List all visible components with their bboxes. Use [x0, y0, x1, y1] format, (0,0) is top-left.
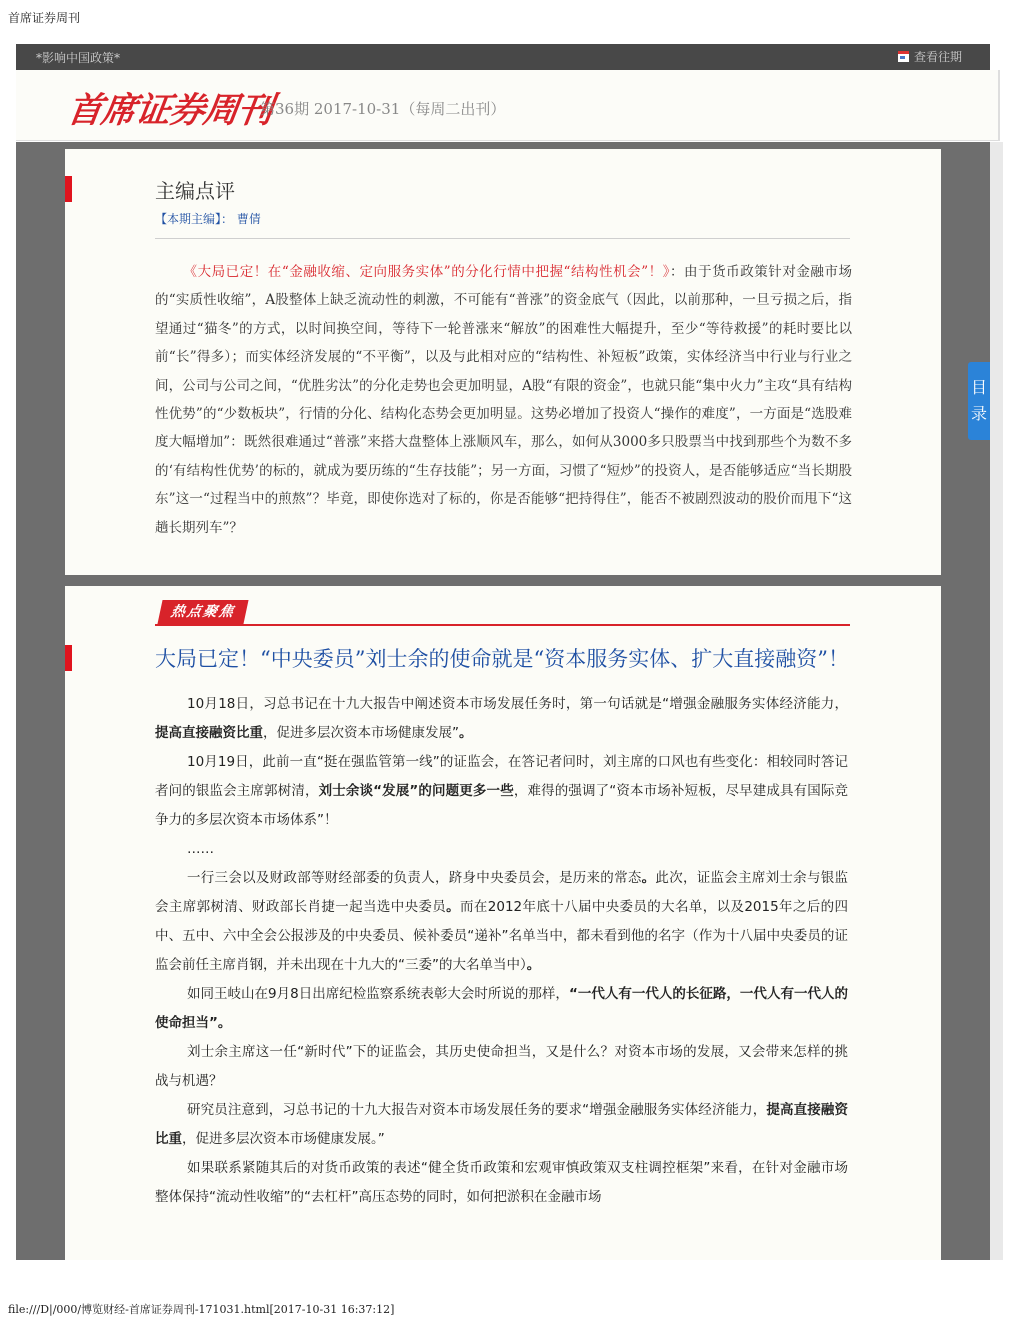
review-text: ：由于货币政策针对金融市场的“实质性收缩”，A股整体上缺乏流动性的刺激，不可能有“普涨”的资金底气（因此，以前那种，一旦亏损之后，指望通过“猫冬”的方式，以时间换空间，等待下一轮普涨来“解放”的困难性大幅提升，至少“等待救援”的耗时要比以前“长”得多）；而实体经济发展的“不平衡”，以及与此相对应的“结构性、补短板”政策，实体经济当中行业与行业之间，公司与公司之间，“优胜劣汰”的分化走势也会更加明显，A股“有限的资金”，也就只能“集中火力”主攻“具有结构性优势”的“少数板块”，行情的分化、结构化态势会更加明显。这势必增加了投资人“操作的难度”，一方面是“选股难度大幅增加”：既然很难通过“普涨”来搭大盘整体上涨顺风车，那么，如何从3000多只股票当中找到那些个为数不多的‘有结构性优势’的标的，就成为要历练的“生存技能”；另一方面，习惯了“短炒”的投资人，是否能够适应“当长期股东”这一“过程当中的煎熬”？毕竟，即使你选对了标的，你是否能够“把持得住”，能否不被剧烈波动的股价而甩下“这趟长期列车”？	[155, 264, 852, 536]
paragraph: 如同王岐山在9月8日出席纪检监察系统表彰大会时所说的那样，“一代人有一代人的长征路，一代人有一代人的使命担当”。	[155, 986, 848, 1031]
red-rule	[155, 624, 850, 626]
paragraph: 一行三会以及财政部等财经部委的负责人，跻身中央委员会，是历来的常态。此次，证监会主席刘士余与银监会主席郭树清、财政部长肖捷一起当选中央委员。而在2012年底十八届中央委员的大名单，以及2015年之后的四中、五中、六中全会公报涉及的中央委员、候补委员“递补”名单当中，都未看到他的名字（作为十八届中央委员的证监会前任主席肖钢，并未出现在十九大的“三委”的大名单当中）。	[155, 870, 849, 973]
print-footer-path: file:///D|/000/博览财经-首席证券周刊-171031.html[2017-10-31 16:37:12]	[8, 1303, 395, 1316]
toc-char: 录	[970, 404, 987, 423]
slogan: *影响中国政策*	[36, 51, 121, 65]
editor-line	[155, 210, 261, 227]
editor-name[interactable]: 曹倩	[236, 212, 261, 226]
paragraph: ……	[187, 841, 214, 857]
article-headline[interactable]: 大局已定！“中央委员”刘士余的使命就是“资本服务实体、扩大直接融资”！	[155, 647, 849, 671]
paragraph: 10月18日，习总书记在十九大报告中阐述资本市场发展任务时，第一句话就是“增强金融服务实体经济能力，提高直接融资比重，促进多层次资本市场健康发展”。	[155, 696, 848, 741]
top-bar	[16, 44, 990, 70]
print-header-title: 首席证券周刊	[8, 11, 81, 25]
toc-tab[interactable]	[968, 362, 990, 440]
section-title: 主编点评	[155, 179, 235, 203]
editor-label: 【本期主编】：	[155, 212, 234, 226]
article-body	[155, 690, 848, 1212]
issue-info: 第36期 2017-10-31（每周二出刊）	[260, 100, 506, 118]
logo[interactable]: 首席证券周刊	[64, 91, 275, 131]
hot-focus-badge: 热点聚焦	[157, 600, 248, 624]
divider	[155, 238, 850, 239]
paragraph: 10月19日，此前一直“挺在强监管第一线”的证监会，在答记者问时，刘主席的口风也有些变化：相较同时答记者问的银监会主席郭树清，刘士余谈“发展”的问题更多一些，难得的强调了“资本市场补短板，尽早建成具有国际竞争力的多层次资本市场体系”！	[155, 754, 848, 828]
view-archive-link[interactable]	[898, 48, 962, 65]
paragraph: 刘士余主席这一任“新时代”下的证监会，其历史使命担当，又是什么？对资本市场的发展，又会带来怎样的挑战与机遇？	[155, 1044, 848, 1089]
toc-char: 目	[970, 378, 987, 397]
review-paragraph	[155, 258, 852, 542]
section-marker	[65, 176, 72, 202]
view-archive-label: 查看往期	[913, 50, 962, 64]
right-gutter	[990, 142, 1003, 1260]
editor-review-card	[65, 149, 941, 575]
hot-focus-card	[65, 586, 941, 1260]
paragraph: 如果联系紧随其后的对货币政策的表述“健全货币政策和宏观审慎政策双支柱调控框架”来看，在针对金融市场整体保持“流动性收缩”的“去杠杆”高压态势的同时，如何把淤积在金融市场	[155, 1160, 848, 1205]
calendar-icon	[898, 51, 909, 62]
paragraph: 研究员注意到，习总书记的十九大报告对资本市场发展任务的要求“增强金融服务实体经济能力，提高直接融资比重，促进多层次资本市场健康发展。”	[155, 1102, 848, 1147]
headline-marker	[65, 645, 72, 671]
masthead	[16, 70, 1000, 141]
review-article-link[interactable]: 《大局已定！在“金融收缩、定向服务实体”的分化行情中把握“结构性机会”！》	[183, 264, 670, 280]
